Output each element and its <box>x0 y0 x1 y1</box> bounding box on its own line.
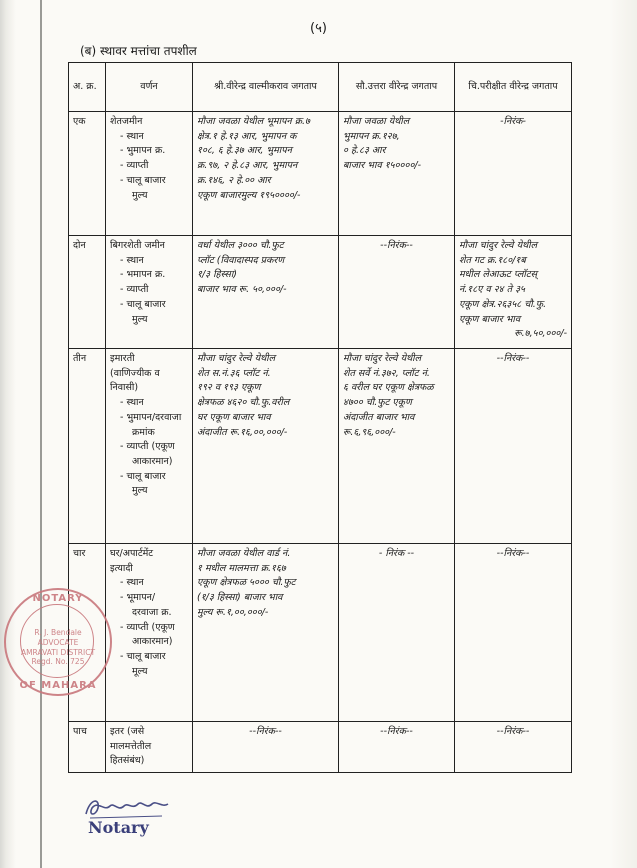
cell-description <box>106 722 193 773</box>
value-line: अंदाजीत रू.१६,००,०००/- <box>197 426 288 438</box>
description-line: मालमत्तेतील <box>110 740 152 752</box>
description-line: मूल्य <box>132 665 148 677</box>
cell-owner-2 <box>339 722 455 773</box>
column-header-owner-2: सौ.उत्तरा वीरेन्द्र जगताप <box>339 63 455 112</box>
value-line: क्र.१४६, २ हे.०० आर <box>197 174 271 186</box>
description-line: क्रमांक <box>132 426 155 438</box>
cell-owner-2 <box>339 236 455 349</box>
section-title: (ब) स्थावर मत्तांचा तपशील <box>80 44 197 58</box>
description-line: - स्थान <box>120 397 144 409</box>
description-line: - चालू बाजार <box>120 470 166 482</box>
description-line: - चालू बाजार <box>120 298 166 310</box>
notary-stamp <box>4 588 112 696</box>
nil-entry: -निरंक- <box>500 116 526 127</box>
cell-owner-2 <box>339 349 455 544</box>
value-line: १०८, ६ हे.३७ आर, भुमापन <box>197 145 292 157</box>
description-line: बिगरशेती जमीन <box>110 240 165 251</box>
binding-edge <box>40 0 42 868</box>
description-line: इतर (जसे <box>110 726 145 737</box>
value-line: क्र.९७, २ हे.८३ आर, भुमापन <box>197 160 298 172</box>
description-line: - भमापन क्र. <box>120 269 166 281</box>
column-header-serial: अ. क्र. <box>69 63 106 112</box>
value-line: वर्धा येथील ३००० चौ.फुट <box>197 240 284 251</box>
value-line: मुल्य रू.१,००,०००/- <box>197 606 269 618</box>
description-line: - व्याप्ती (एकूण <box>120 441 175 453</box>
value-line: एकूण बाजार भाव <box>459 313 521 325</box>
description-line: - भुमापन/दरवाजा <box>120 411 182 423</box>
description-line: मुल्य <box>132 189 148 201</box>
stamp-line: ADVOCATE <box>37 637 79 647</box>
value-line: मौजा जवळा येथील वार्ड नं. <box>197 548 291 559</box>
value-line: शेत गट क्र.१८०/१ब <box>459 254 526 266</box>
cell-description <box>106 236 193 349</box>
description-line: - स्थान <box>120 254 144 266</box>
description-line: निवासी) <box>110 382 139 394</box>
cell-serial: तीन <box>69 349 106 544</box>
description-line: - व्याप्ती (एकूण <box>120 621 175 633</box>
value-line: भुमापन क्र.१२७, <box>343 130 400 142</box>
value-line: मधील लेआऊट प्लॉटस् <box>459 269 538 281</box>
value-line: एकूण क्षेत्रफळ ५००० चौ.फुट <box>197 577 296 589</box>
cell-description <box>106 544 193 722</box>
value-line: १९२ व १९३ एकूण <box>197 382 261 394</box>
immovable-assets-table <box>68 62 572 773</box>
description-line: - स्थान <box>120 577 144 589</box>
column-header-description: वर्णन <box>106 63 193 112</box>
stamp-line: Regd. No. 725 <box>31 657 85 667</box>
value-line: मौजा चांदुर रेल्वे येथील <box>197 353 276 364</box>
value-line: मौजा चांदुर रेल्वे येथील <box>459 240 538 251</box>
description-line: - चालू बाजार <box>120 651 166 663</box>
cell-serial: दोन <box>69 236 106 349</box>
nil-entry: --निरंक-- <box>496 353 530 364</box>
description-line: (वाणिज्यीक व <box>110 367 160 379</box>
nil-entry: - निरंक -- <box>378 548 415 559</box>
cell-owner-1 <box>193 349 339 544</box>
stamp-line: AMRAVATI DISTRICT <box>20 647 96 657</box>
cell-owner-2 <box>339 112 455 236</box>
cell-owner-3 <box>455 236 572 349</box>
description-line: मुल्य <box>132 485 148 497</box>
value-line: (१/३ हिस्सा) बाजार भाव <box>197 592 283 604</box>
cell-description <box>106 112 193 236</box>
value-line: क्षेत्रफळ ४६२० चौ.फु.वरील <box>197 397 290 409</box>
description-line: दरवाजा क्र. <box>132 606 172 618</box>
value-line: शेत स.नं.३६ प्लॉट नं. <box>197 367 271 379</box>
page-number: (५) <box>310 21 327 36</box>
stamp-line: R. J. Bendale <box>34 628 82 637</box>
description-line: इत्यादी <box>110 562 133 574</box>
cell-serial: चार <box>69 544 106 722</box>
column-header-owner-3: चि.परीक्षीत वीरेन्द्र जगताप <box>455 63 572 112</box>
table-row <box>69 722 572 773</box>
nil-entry: --निरंक-- <box>249 726 282 737</box>
cell-owner-1 <box>193 236 339 349</box>
table-row <box>69 544 572 722</box>
value-line: मौजा जवळा येथील <box>343 116 410 127</box>
cell-owner-2 <box>339 544 455 722</box>
value-line: एकूण बाजारमुल्य १९५००००/- <box>197 189 301 201</box>
description-line: हितसंबंध) <box>110 755 145 767</box>
description-line: घर/अपार्टमेंट <box>110 548 154 559</box>
table-header-row <box>69 63 572 112</box>
value-line: प्लॉट (विवादास्पद प्रकरण <box>197 254 285 266</box>
value-line: बाजार भाव १५००००/- <box>343 160 422 172</box>
description-line: इमारती <box>110 353 135 364</box>
value-line: ४७०० चौ.फुट एकूण <box>343 397 412 409</box>
notary-label: Notary <box>88 818 149 837</box>
nil-entry: --निरंक-- <box>496 726 530 737</box>
description-line: - व्याप्ती <box>120 160 149 172</box>
description-line: - स्थान <box>120 130 144 142</box>
cell-description <box>106 349 193 544</box>
value-line: नं.१८ए व २४ ते ३५ <box>459 284 525 296</box>
value-line: रू.६,९६,०००/- <box>343 426 396 438</box>
table-row <box>69 349 572 544</box>
table-row <box>69 236 572 349</box>
stamp-middle-text <box>6 628 110 667</box>
value-line: ६ वरील घर एकूण क्षेत्रफळ <box>343 382 434 394</box>
cell-serial: एक <box>69 112 106 236</box>
cell-owner-3 <box>455 722 572 773</box>
value-line: १/३ हिस्सा) <box>197 269 237 281</box>
description-line: - भुमापन क्र. <box>120 145 166 157</box>
value-line: अंदाजीत बाजार भाव <box>343 411 415 423</box>
cell-serial: पाच <box>69 722 106 773</box>
cell-owner-1 <box>193 112 339 236</box>
value-line: रू.७,५०,०००/- <box>514 328 567 340</box>
description-line: आकारमान) <box>132 636 173 648</box>
description-line: शेतजमीन <box>110 116 143 127</box>
cell-owner-1 <box>193 544 339 722</box>
description-line: - भूमापन/ <box>120 592 156 604</box>
column-header-owner-1: श्री.वीरेन्द्र वाल्मीकराव जगताप <box>193 63 339 112</box>
cell-owner-3 <box>455 112 572 236</box>
value-line: बाजार भाव रू. ५०,०००/- <box>197 284 287 296</box>
description-line: - व्याप्ती <box>120 284 149 296</box>
description-line: - चालू बाजार <box>120 174 166 186</box>
value-line: शेत सर्वे नं.३७२, प्लॉट नं. <box>343 367 430 379</box>
value-line: मौजा चांदुर रेल्वे येथील <box>343 353 422 364</box>
nil-entry: --निरंक-- <box>380 240 413 251</box>
cell-owner-3 <box>455 544 572 722</box>
cell-owner-3 <box>455 349 572 544</box>
nil-entry: --निरंक-- <box>380 726 413 737</box>
cell-owner-1 <box>193 722 339 773</box>
description-line: आकारमान) <box>132 456 173 468</box>
value-line: क्षेत्र.१ हे.१३ आर, भुमापन क <box>197 130 297 142</box>
value-line: ० हे.८३ आर <box>343 145 386 157</box>
value-line: १ मधील मालमत्ता क्र.१६७ <box>197 562 286 574</box>
nil-entry: --निरंक-- <box>496 548 530 559</box>
stamp-top-text: NOTARY <box>32 593 84 604</box>
description-line: मुल्य <box>132 313 148 325</box>
table-row <box>69 112 572 236</box>
value-line: घर एकूण बाजार भाव <box>197 411 271 423</box>
value-line: एकूण क्षेत्र.२६३५८ चौ.फु. <box>459 298 547 310</box>
value-line: मौजा जवळा येथील भूमापन क्र.७ <box>197 116 310 127</box>
stamp-bottom-text: OF MAHARA <box>19 680 97 691</box>
